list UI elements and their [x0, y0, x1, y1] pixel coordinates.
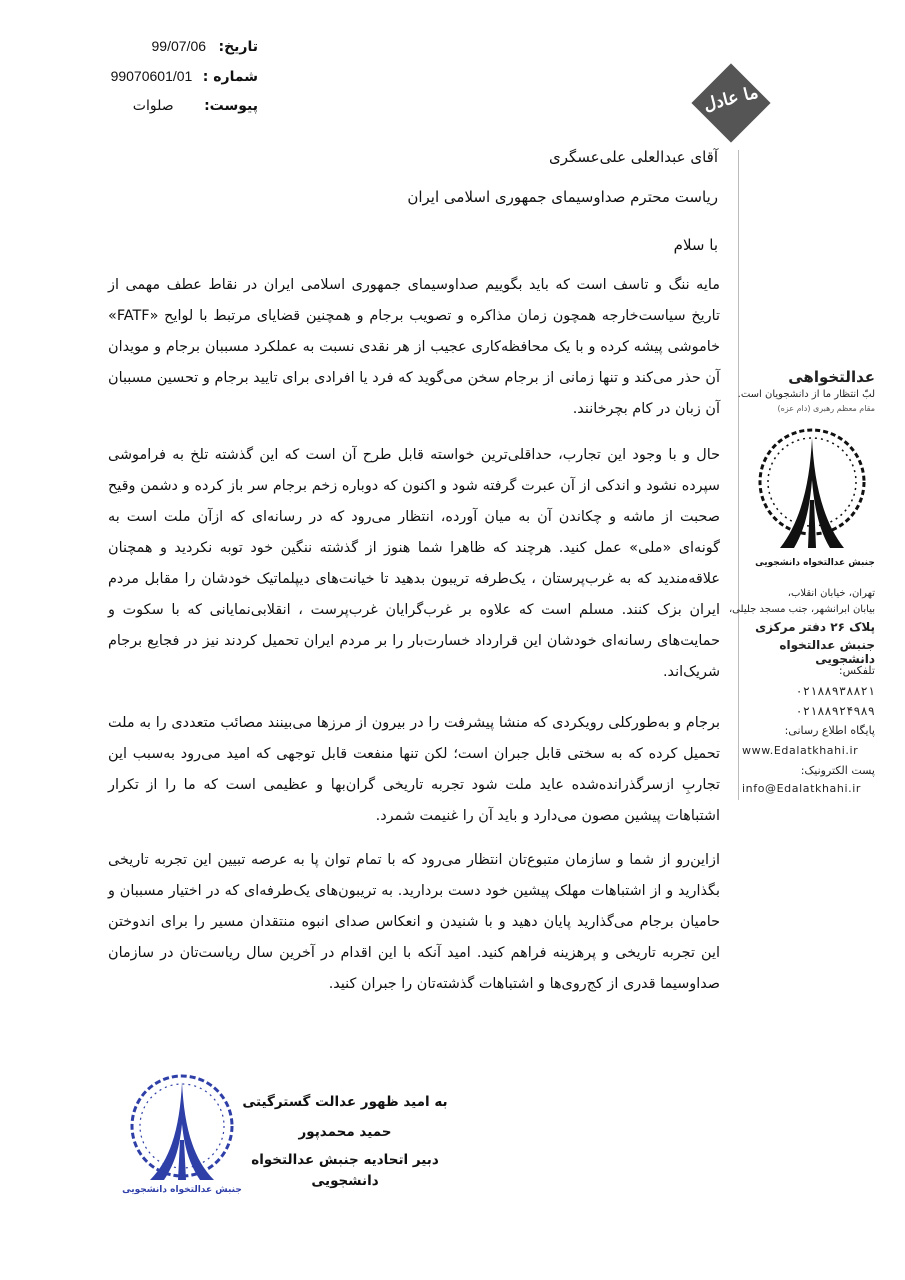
body-paragraph-4: ازاین‌رو از شما و سازمان متبوع‌تان انتظار می‌رود که با تمام توان پا به عرصه تبیین این تجربه تاریخی بگذارید و از اشتباهات مهلک پیشین خود دست بردارید. به تریبون‌های یک‌طرفه‌ای که در اختیار مسببان و حامیان برجام می‌گذارید پایان دهید و با شنیدن و انعکاس صدای انبوه منتقدان مسیر را برای اندوختن این تجربه تاریخی و پرهزینه فراهم کنید. امید آنکه با این اقدام در آخرین سال ریاست‌تان در سازمان صداوسیما قدری از کج‌روی‌ها و اشتباهات گذشته‌تان را جبران کنید.: [108, 852, 720, 992]
signature-logo-icon: [112, 1068, 252, 1198]
signature-logo-caption: جنبش عدالتخواه دانشجویی: [122, 1185, 242, 1195]
number-label: شماره :: [202, 69, 258, 85]
sidebar-address-4: جنبش عدالتخواه دانشجویی: [779, 638, 875, 666]
body-paragraph-3: برجام و به‌طورکلی رویکردی که منشا پیشرفت را در بیرون از مرزها می‌بینند مصائب متعددی را به ملت تحمیل کرده که به سختی قابل جبران است؛ لکن تنها منفعت قابل توجهی که امید می‌رود به‌سبب این تجاربِ ازسرگذرانده‌شده عاید ملت شود تجربه تاریخی گران‌بها و عظیمی است که ما را از تکرار اشتباهات پیشین مصون می‌دارد و باید آن را غنیمت شمرد.: [108, 715, 720, 824]
sidebar-quote-source: مقام معظم رهبری (دام عزه): [777, 404, 875, 413]
ma-adel-stamp: [690, 62, 772, 144]
sidebar-address-1: تهران، خیابان انقلاب،: [787, 588, 875, 599]
date-label: تاریخ:: [218, 39, 258, 55]
sidebar-email[interactable]: info@Edalatkhahi.ir: [742, 782, 861, 795]
signature-title: دبیر اتحادیه جنبش عدالتخواه دانشجویی: [251, 1152, 439, 1189]
attachment-label: پیوست:: [204, 98, 258, 114]
recipient-name: آقای عبدالعلی علی‌عسگری: [548, 148, 718, 166]
stamp-text: ما عادل: [701, 82, 761, 116]
sidebar-email-label: پست الکترونیک:: [800, 764, 875, 777]
number-value: 99070601/01: [110, 68, 193, 84]
sidebar-phone-1: ۰۲۱۸۸۹۳۸۸۲۱: [795, 684, 875, 698]
date-value: 99/07/06: [151, 38, 207, 54]
sidebar-divider: [738, 150, 739, 800]
body-paragraph-1: مایه ننگ و تاسف است که باید بگوییم صداوسیمای جمهوری اسلامی ایران در نقاط عطف مهمی از تاریخ سیاست‌خارجه همچون زمان مذاکره و تصویب برجام و همچنین قضایای مرتبط با لوایح «FATF» خاموشی پیشه کرده و با یک محافظه‌کاری عجیب از هر نقدی نسبت به عملکرد مسببان برجام و مویدان آن حذر می‌کند و تنها زمانی از برجام سخن می‌گوید که فرد یا افرادی برای تایید برجام و تحسین مسببان آن زبان در کام بچرخانند.: [108, 277, 720, 417]
sidebar-address-2: بیابان ابرانشهر، جنب مسجد جلیلی،: [728, 604, 875, 615]
movement-logo-icon: [750, 420, 880, 570]
sidebar-phone-label: تلفکس:: [838, 664, 875, 677]
letter-attachment: [110, 96, 258, 116]
sidebar-title: عدالتخواهی: [788, 368, 875, 386]
signature-name: حمید محمدپور: [298, 1124, 392, 1140]
body-paragraph-2: حال و با وجود این تجارب، حداقلی‌ترین خواسته قابل طرح آن است که این گذشته تلخ به فراموشی سپرده نشود و اندکی از آن عبرت گرفته شود و اکنون که دوباره زخم برجام سر باز کرده و دشمن وقیح صحبت از ماشه و چکاندن آن به میان آورده، انتظار می‌رود که در رسانه‌ای که ازآن ملت است به گونه‌ای «ملی» عمل کنید. هرچند که ظاهرا شما هنوز از گذشته ننگین خود توبه نکردید و همچنان علاقه‌مندید که به غرب‌پرستان ، یک‌طرفه تریبون بدهید تا خیانت‌های دیپلماتیک خودشان را مقابل مردم ایران بزک کنند. مسلم است که علاوه بر غرب‌گرایان غرب‌پرست ، انقلابی‌نمایانی که با سکوت و حمایت‌های رسانه‌ای خودشان این قرارداد خسارت‌بار را بر مردم ایران تحمیل کردند نیز در فجایع برجام شریک‌اند.: [108, 447, 720, 680]
recipient-position: ریاست محترم صداوسیمای جمهوری اسلامی ایران: [407, 188, 718, 206]
sidebar-website[interactable]: www.Edalatkhahi.ir: [742, 744, 859, 757]
sidebar-quote: لبّ انتظار ما از دانشجویان است.: [737, 389, 875, 400]
attachment-value: صلوات: [132, 98, 174, 114]
sidebar-website-label: پایگاه اطلاع رسانی:: [784, 724, 875, 737]
letter-number: [95, 66, 258, 87]
greeting: با سلام: [673, 236, 718, 254]
sidebar-address-3: پلاک ۲۶ دفتر مرکزی: [755, 620, 875, 634]
letter-date: [110, 36, 258, 57]
sidebar-phone-2: ۰۲۱۸۸۹۲۴۹۸۹: [795, 704, 875, 718]
signature-closing: به امید ظهور عدالت گسترگیتی: [242, 1094, 448, 1110]
sidebar-logo-caption: جنبش عدالتخواه دانشجویی: [755, 558, 875, 568]
